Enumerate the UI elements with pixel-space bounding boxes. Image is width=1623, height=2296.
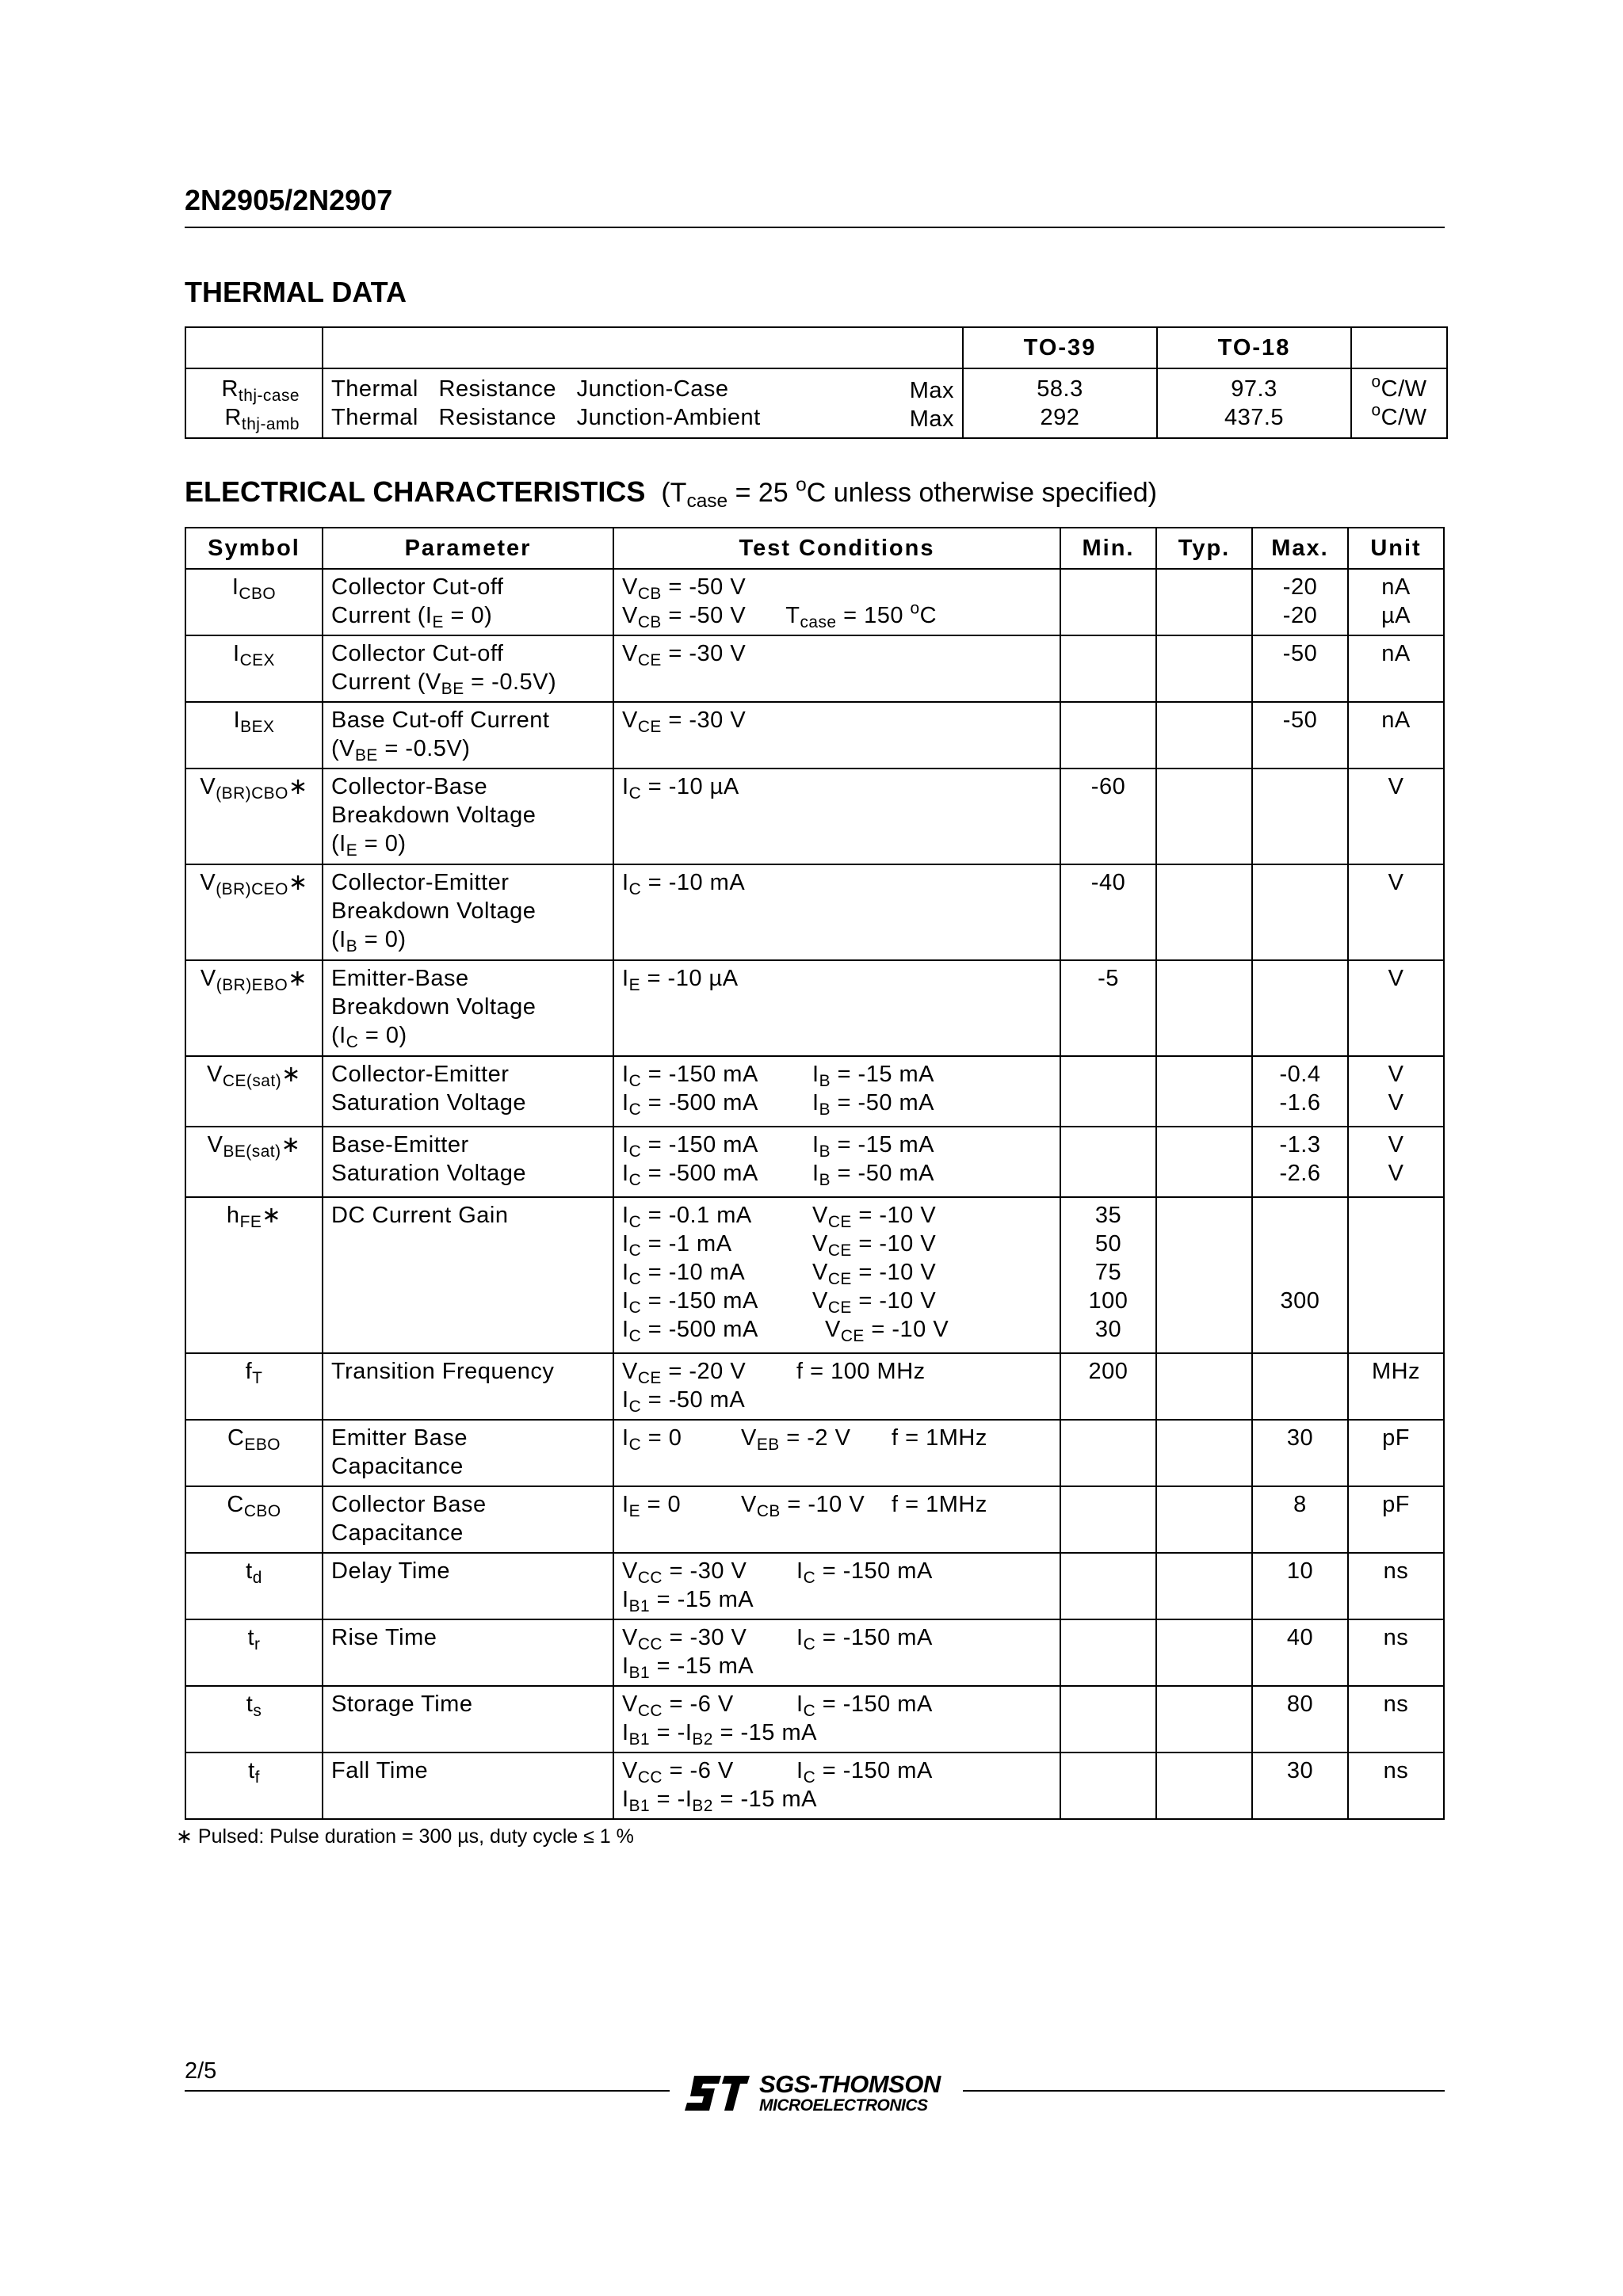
min-ft: 200 [1060,1353,1156,1420]
param-vcesat: Collector-Emitter Saturation Voltage [323,1056,613,1127]
unit-ft: MHz [1348,1353,1444,1420]
param-vbrebo: Emitter-Base Breakdown Voltage $(I_C = 0)$ [323,960,613,1056]
cond-cebo: $I_C = 0$ $V_{EB} = -2$ V f = 1MHz [613,1420,1060,1486]
cond-icex: $V_{CE} = -30$ V [613,635,1060,702]
cond-vbrebo: $I_E = -10$ µA [613,960,1060,1056]
unit-td: ns [1348,1553,1444,1619]
brand-name: SGS-THOMSON [759,2070,941,2098]
symbol-vbrcbo: $V_{(BR)CBO}∗$ [185,769,323,864]
row-vcesat [185,1056,1444,1127]
unit-tr: ns [1348,1619,1444,1686]
cond-vbrceo: $I_C = -10$ mA [613,864,1060,960]
electrical-characteristics-table [185,527,1445,1820]
rthj-case-to18: 97.3 [1231,376,1277,402]
unit-vbesat: V V [1348,1127,1444,1197]
row-vbrceo [185,864,1444,960]
max-icex: -50 [1252,635,1348,702]
param-icbo: Collector Cut-off Current $(I_E = 0)$ [323,569,613,635]
max-hfe: 300 [1252,1197,1348,1353]
symbol-ibex: $I_{BEX}$ [185,702,323,769]
cond-ts: $V_{CC} = -6$ V $I_C = -150$ mA $I_{B1} = -I_{B2} = -15$ mA [613,1686,1060,1753]
thermal-data-table [185,326,1448,439]
unit-vbrceo: V [1348,864,1444,960]
symbol-vbrceo: $V_{(BR)CEO}∗$ [185,864,323,960]
symbol-icbo: $I_{CBO}$ [185,569,323,635]
col-test-conditions: Test Conditions [613,528,1060,569]
max-td: 10 [1252,1553,1348,1619]
unit-ccbo: pF [1348,1486,1444,1553]
symbol-tf: $t_f$ [185,1753,323,1819]
param-ccbo: Collector Base Capacitance [323,1486,613,1553]
param-vbrceo: Collector-Emitter Breakdown Voltage $(I_B = 0)$ [323,864,613,960]
pkg-to39-header: TO-39 [963,327,1157,368]
max-vbesat: -1.3 -2.6 [1252,1127,1348,1197]
rthj-case-unit: $^o$C/W [1371,372,1427,402]
param-ibex: Base Cut-off Current $(V_{BE} = -0.5V)$ [323,702,613,769]
param-vbrcbo: Collector-Base Breakdown Voltage $(I_E = 0)$ [323,769,613,864]
unit-icex: nA [1348,635,1444,702]
cond-ibex: $V_{CE} = -30$ V [613,702,1060,769]
cond-vbesat: $I_C = -150$ mA $I_B = -15$ mA $I_C = -500$ mA $I_B = -50$ mA [613,1127,1060,1197]
param-cebo: Emitter Base Capacitance [323,1420,613,1486]
header-rule [185,227,1445,228]
param-td: Delay Time [323,1553,613,1619]
max-tr: 40 [1252,1619,1348,1686]
cond-vbrcbo: $I_C = -10$ µA [613,769,1060,864]
unit-tf: ns [1348,1753,1444,1819]
symbol-icex: $I_{CEX}$ [185,635,323,702]
rthj-case-symbol: $R_{thj-case}$ [221,376,300,405]
rthj-amb-param: Thermal Resistance Junction-Ambient Max [331,405,954,432]
rthj-amb-to18: 437.5 [1224,405,1285,430]
electrical-header-row [185,528,1444,569]
symbol-vbrebo: $V_{(BR)EBO}∗$ [185,960,323,1056]
param-hfe: DC Current Gain [323,1197,613,1353]
param-ft: Transition Frequency [323,1353,613,1420]
max-ccbo: 8 [1252,1486,1348,1553]
row-td [185,1553,1444,1619]
col-typ: Typ. [1156,528,1252,569]
rthj-amb-to39: 292 [1040,405,1080,430]
param-vbesat: Base-Emitter Saturation Voltage [323,1127,613,1197]
min-vbrcbo: -60 [1060,769,1156,864]
cond-tr: $V_{CC} = -30$ V $I_C = -150$ mA $I_{B1} = -15$ mA [613,1619,1060,1686]
part-number-header: 2N2905/2N2907 [185,184,393,216]
row-ibex [185,702,1444,769]
symbol-cebo: $C_{EBO}$ [185,1420,323,1486]
min-hfe: 35 50 75 100 30 [1060,1197,1156,1353]
unit-ts: ns [1348,1686,1444,1753]
rthj-case-to39: 58.3 [1037,376,1083,402]
row-icbo [185,569,1444,635]
max-tf: 30 [1252,1753,1348,1819]
symbol-td: $t_d$ [185,1553,323,1619]
max-ts: 80 [1252,1686,1348,1753]
param-tr: Rise Time [323,1619,613,1686]
sgs-thomson-logo [683,2071,953,2119]
symbol-vbesat: $V_{BE(sat)}∗$ [185,1127,323,1197]
st-logo-icon [683,2073,751,2114]
cond-icbo: $V_{CB} = -50$ V $V_{CB} = -50$ V $T_{case} = 150$ $^o$C [613,569,1060,635]
rthj-amb-unit: $^o$C/W [1371,401,1427,430]
param-tf: Fall Time [323,1753,613,1819]
rthj-case-param: Thermal Resistance Junction-Case Max [331,376,954,403]
row-vbrebo [185,960,1444,1056]
row-tr [185,1619,1444,1686]
col-parameter: Parameter [323,528,613,569]
symbol-tr: $t_r$ [185,1619,323,1686]
row-cebo [185,1420,1444,1486]
unit-vbrcbo: V [1348,769,1444,864]
max-ibex: -50 [1252,702,1348,769]
row-ft [185,1353,1444,1420]
footer-rule-left [185,2090,670,2092]
param-ts: Storage Time [323,1686,613,1753]
unit-cebo: pF [1348,1420,1444,1486]
thermal-header-row [185,327,1447,368]
row-icex [185,635,1444,702]
electrical-characteristics-title: ELECTRICAL CHARACTERISTICS ($T_{case} = 25$ $^o$C unless otherwise specified) [185,474,1157,512]
symbol-vcesat: $V_{CE(sat)}∗$ [185,1056,323,1127]
col-min: Min. [1060,528,1156,569]
param-icex: Collector Cut-off Current $(V_{BE} = -0.5V)$ [323,635,613,702]
page-number: 2/5 [185,2058,217,2084]
electrical-condition: ($T_{case} = 25$ $^o$C unless otherwise specified) [661,474,1157,512]
row-tf [185,1753,1444,1819]
unit-vbrebo: V [1348,960,1444,1056]
symbol-hfe: $h_{FE}∗$ [185,1197,323,1353]
unit-icbo: nA µA [1348,569,1444,635]
cond-td: $V_{CC} = -30$ V $I_C = -150$ mA $I_{B1} = -15$ mA [613,1553,1060,1619]
cond-tf: $V_{CC} = -6$ V $I_C = -150$ mA $I_{B1} = -I_{B2} = -15$ mA [613,1753,1060,1819]
symbol-ts: $t_s$ [185,1686,323,1753]
unit-vcesat: V V [1348,1056,1444,1127]
symbol-ccbo: $C_{CBO}$ [185,1486,323,1553]
row-vbesat [185,1127,1444,1197]
max-icbo: -20 -20 [1252,569,1348,635]
row-vbrcbo [185,769,1444,864]
thermal-values-row [185,368,1447,438]
row-hfe [185,1197,1444,1353]
col-unit: Unit [1348,528,1444,569]
col-symbol: Symbol [185,528,323,569]
col-max: Max. [1252,528,1348,569]
cond-ccbo: $I_E = 0$ $V_{CB} = -10$ V f = 1MHz [613,1486,1060,1553]
min-vbrceo: -40 [1060,864,1156,960]
symbol-ft: $f_T$ [185,1353,323,1420]
row-ts [185,1686,1444,1753]
pulsed-footnote: ∗ Pulsed: Pulse duration = 300 µs, duty cycle ≤ 1 % [176,1825,634,1848]
thermal-data-title: THERMAL DATA [185,276,407,308]
max-cebo: 30 [1252,1420,1348,1486]
row-ccbo [185,1486,1444,1553]
min-vbrebo: -5 [1060,960,1156,1056]
max-vcesat: -0.4 -1.6 [1252,1056,1348,1127]
unit-ibex: nA [1348,702,1444,769]
footer-rule-right [963,2090,1445,2092]
cond-hfe: $I_C = -0.1$ mA $V_{CE} = -10$ V $I_C = -1$ mA $V_{CE} = -10$ V $I_C = -10$ mA $V_{CE} = -10$ V $I_C = -150$ mA $V_{CE} = -10$ V $I_C = -500$ mA $V_{CE} = -10$ V [613,1197,1060,1353]
brand-subtitle: MICROELECTRONICS [759,2096,928,2115]
cond-vcesat: $I_C = -150$ mA $I_B = -15$ mA $I_C = -500$ mA $I_B = -50$ mA [613,1056,1060,1127]
rthj-amb-symbol: $R_{thj-amb}$ [224,405,300,433]
cond-ft: $V_{CE} = -20$ V f = 100 MHz $I_C = -50$ mA [613,1353,1060,1420]
pkg-to18-header: TO-18 [1157,327,1351,368]
